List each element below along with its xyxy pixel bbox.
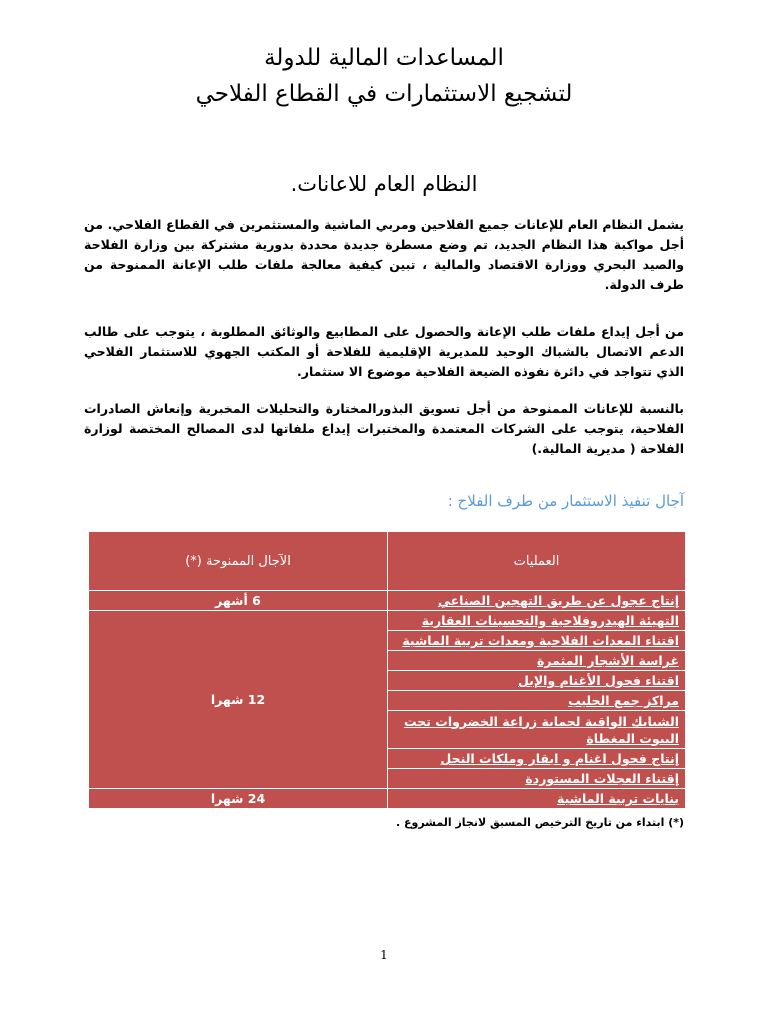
table-row [89, 611, 686, 631]
section-subtitle: النظام العام للاعانات. [290, 172, 478, 196]
operation-cell: اقتناء فحول الأغنام والإبل [388, 671, 686, 691]
operation-cell: إنتاج عجول عن طريق التهجين الصناعي [388, 591, 686, 611]
column-header-durations: الآجال الممنوحة (*) [89, 532, 388, 591]
deadlines-table [88, 531, 686, 809]
paragraph-companies: بالنسبة للإعانات الممنوحة من أجل تسويق البذورالمختارة والتحليلات المخبرية وإنعاش الصادرات الفلاحية، يتوجب على الشركات المعتمدة والمختبرات إيداع ملفاتها لدى المصالح المختصة لوزارة الفلاحة ( مديرية المالية.) [84, 401, 684, 456]
duration-cell: 24 شهرا [89, 789, 388, 809]
document-title-line2: لتشجيع الاستثمارات في القطاع الفلاحي [195, 81, 573, 107]
table-row [89, 591, 686, 611]
duration-cell: 6 أشهر [89, 591, 388, 611]
operation-cell: إنتاج فحول اغنام و ابقار وملكات النحل [388, 749, 686, 769]
operation-cell: غراسة الأشجار المثمرة [388, 651, 686, 671]
paragraph-general-system: يشمل النظام العام للإعانات جميع الفلاحين ومربي الماشية والمستثمرين في القطاع الفلاحي. من أجل مواكبة هذا النظام الجديد، تم وضع مسطرة جديدة محددة بدورية مشتركة بين وزارة الفلاحة والصيد البحري ووزارة الاقتصاد والمالية ، تبين كيفية معالجة ملفات طلب الإعانة الممنوحة من طرف الدولة. [84, 217, 684, 292]
operation-cell: مراكز جمع الحليب [388, 691, 686, 711]
page-number: 1 [380, 948, 388, 962]
table-footnote: (*) ابتداء من تاريخ الترخيص المسبق لانجاز المشروع . [395, 816, 684, 829]
table-header-row [89, 532, 686, 591]
operation-cell: بنايات تربية الماشية [388, 789, 686, 809]
table-row [89, 789, 686, 809]
operation-cell: الشبابك الواقية لحماية زراعة الخضروات تحت البيوت المغطاة [388, 711, 686, 749]
deadlines-heading: آجال تنفيذ الاستثمار من طرف الفلاح : [447, 492, 684, 510]
column-header-operations: العمليات [388, 532, 686, 591]
operation-cell: التهيئة الهيدروفلاحية والتحسينات العقارية [388, 611, 686, 631]
duration-cell: 12 شهرا [89, 611, 388, 789]
paragraph-filing: من أجل إيداع ملفات طلب الإعانة والحصول على المطابيع والوثائق المطلوبة ، يتوجب على طالب الدعم الاتصال بالشباك الوحيد للمديرية الإقليمية للفلاحة أو المكتب الجهوي للاستثمار الفلاحي الذي تتواجد في دائرة نفوذه الضيعة الفلاحية موضوع الا ستثمار. [84, 324, 684, 379]
document-title-line1: المساعدات المالية للدولة [264, 45, 504, 71]
operation-cell: إقتناء العجلات المستوردة [388, 769, 686, 789]
operation-cell: اقتناء المعدات الفلاحية ومعدات تربية الماشية [388, 631, 686, 651]
